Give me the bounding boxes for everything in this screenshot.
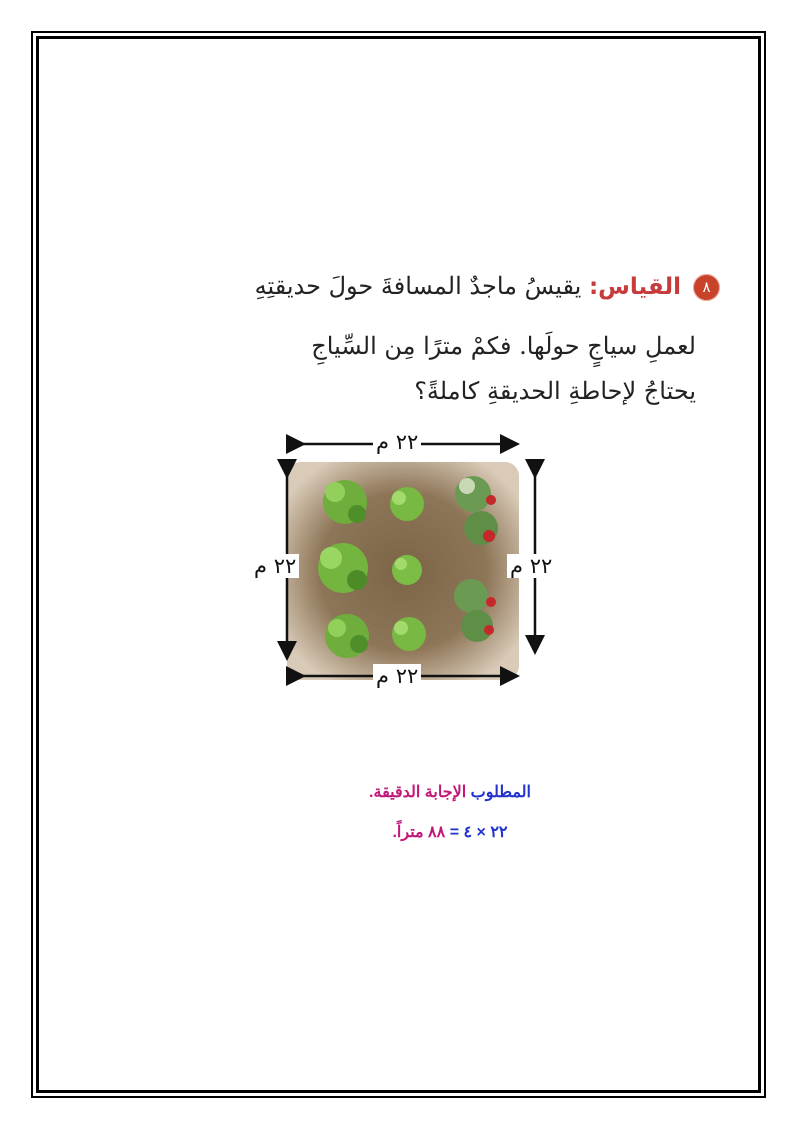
answer-request-line [300,782,600,802]
problem-number-badge: ٨ [693,274,720,301]
dimension-right-label: ٢٢ م [507,554,555,578]
answer-request-word: المطلوب [470,784,531,801]
answer-equation-line [300,822,600,842]
dimension-top-label: ٢٢ م [373,430,421,454]
problem-line-3: يحتاجُ لإحاطةِ الحديقةِ كاملةً؟ [414,377,696,405]
problem-text-1: يقيسُ ماجدٌ المسافةَ حولَ حديقتِهِ [254,272,582,300]
plant-row-middle [390,487,426,651]
answer-request-text: الإجابة الدقيقة. [369,784,467,801]
problem-line-1 [255,272,720,301]
answer-equation: ٢٢ × ٤ = [449,824,508,841]
problem-line-2: لعملِ سياجٍ حولَها. فكمْ مترًا مِن السِّياجِ [311,332,696,360]
dimension-bottom-label: ٢٢ م [373,664,421,688]
dimension-left-label: ٢٢ م [251,554,299,578]
answer-result: ٨٨ متراً. [392,824,446,841]
garden-figure [245,430,565,700]
problem-label: القياس: [588,274,681,300]
plant-row-left [318,480,369,658]
